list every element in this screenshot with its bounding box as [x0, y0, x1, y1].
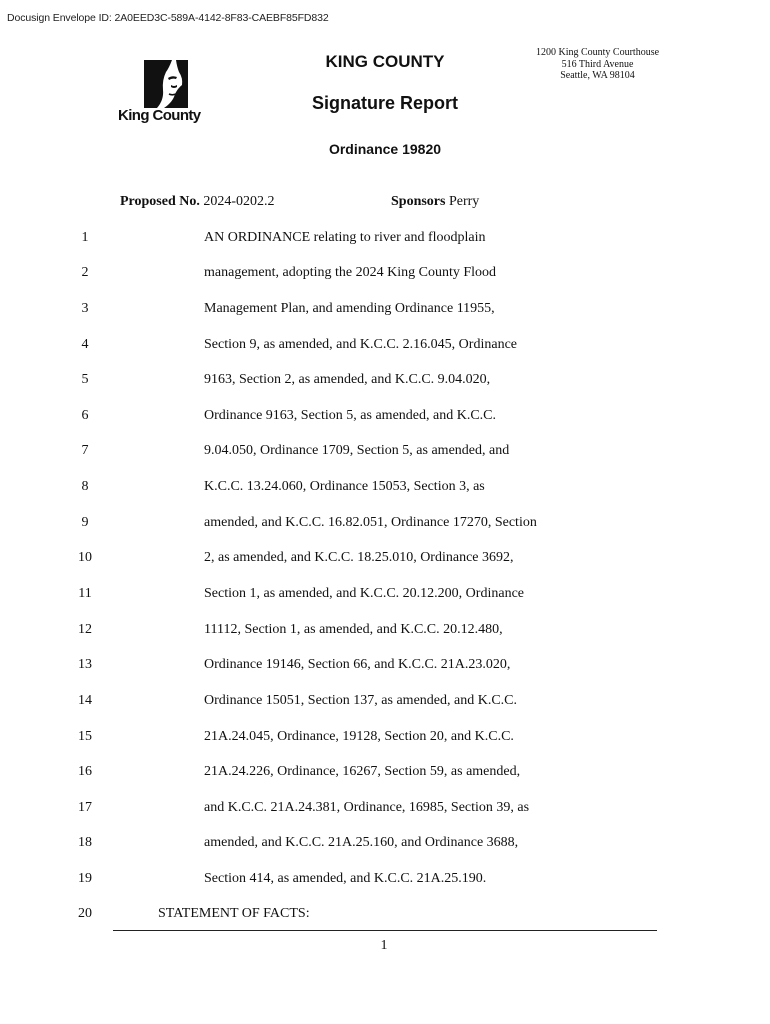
line-text: K.C.C. 13.24.060, Ordinance 15053, Section 3, as	[204, 479, 485, 494]
text-line	[0, 408, 770, 428]
line-number: 12	[78, 622, 92, 637]
address-block	[500, 47, 695, 82]
king-county-logo	[118, 58, 214, 126]
line-text: 2, as amended, and K.C.C. 18.25.010, Ordinance 3692,	[204, 550, 514, 565]
report-title: Signature Report	[311, 93, 458, 113]
line-number: 7	[81, 443, 89, 458]
line-text: 9.04.050, Ordinance 1709, Section 5, as amended, and	[204, 443, 510, 458]
logo-text: King County	[118, 107, 201, 124]
text-line	[0, 479, 770, 499]
line-text: Section 9, as amended, and K.C.C. 2.16.045, Ordinance	[204, 337, 517, 352]
line-number: 14	[78, 693, 92, 708]
line-number: 4	[81, 337, 89, 352]
organization-title: KING COUNTY	[325, 52, 445, 71]
line-number: 5	[81, 372, 89, 387]
text-line	[0, 337, 770, 357]
line-number: 13	[78, 657, 92, 672]
line-number: 20	[78, 906, 92, 921]
line-number: 6	[81, 408, 89, 423]
line-number: 3	[81, 301, 89, 316]
line-text: 21A.24.226, Ordinance, 16267, Section 59, as amended,	[204, 764, 521, 779]
line-number: 8	[81, 479, 89, 494]
text-line	[0, 800, 770, 820]
line-text: amended, and K.C.C. 21A.25.160, and Ordinance 3688,	[204, 835, 519, 850]
text-line	[0, 586, 770, 606]
line-text: 9163, Section 2, as amended, and K.C.C. 9.04.020,	[204, 372, 491, 387]
sponsors-label: Sponsors	[391, 194, 446, 209]
line-text: AN ORDINANCE relating to river and floodplain	[204, 230, 486, 245]
line-number: 19	[78, 871, 92, 886]
line-text: Ordinance 9163, Section 5, as amended, and K.C.C.	[204, 408, 496, 423]
proposed-value: 2024-0202.2	[203, 194, 275, 209]
line-text: 11112, Section 1, as amended, and K.C.C. 20.12.480,	[204, 622, 503, 637]
section-heading: STATEMENT OF FACTS:	[158, 906, 310, 921]
line-number: 17	[78, 800, 92, 815]
line-number: 1	[81, 230, 89, 245]
line-text: management, adopting the 2024 King County Flood	[204, 265, 497, 280]
text-line	[0, 230, 770, 250]
ordinance-title: Ordinance 19820	[328, 141, 442, 157]
text-line	[0, 443, 770, 463]
line-number: 18	[78, 835, 92, 850]
envelope-id: Docusign Envelope ID: 2A0EED3C-589A-4142-8F83-CAEBF85FD832	[7, 12, 329, 24]
address-line: Seattle, WA 98104	[560, 70, 635, 81]
text-line	[0, 764, 770, 784]
text-line	[0, 372, 770, 392]
line-text: and K.C.C. 21A.24.381, Ordinance, 16985, Section 39, as	[204, 800, 530, 815]
line-number: 2	[81, 265, 89, 280]
footer-divider	[113, 930, 657, 931]
line-text: Ordinance 19146, Section 66, and K.C.C. 21A.23.020,	[204, 657, 511, 672]
line-text: Ordinance 15051, Section 137, as amended, and K.C.C.	[204, 693, 517, 708]
text-line	[0, 550, 770, 570]
line-number: 11	[78, 586, 92, 601]
text-line	[0, 301, 770, 321]
line-text: Section 414, as amended, and K.C.C. 21A.25.190.	[204, 871, 487, 886]
sponsors	[391, 194, 479, 210]
line-number: 15	[78, 729, 92, 744]
line-text: Section 1, as amended, and K.C.C. 20.12.200, Ordinance	[204, 586, 524, 601]
text-line	[0, 729, 770, 749]
text-line	[0, 622, 770, 642]
text-line	[0, 835, 770, 855]
text-line	[0, 693, 770, 713]
line-number: 10	[78, 550, 92, 565]
proposed-number	[120, 194, 275, 210]
line-text: Management Plan, and amending Ordinance 11955,	[204, 301, 495, 316]
page-number: 1	[380, 938, 388, 953]
address-line: 516 Third Avenue	[561, 58, 634, 70]
text-line	[0, 515, 770, 535]
proposed-label: Proposed No.	[120, 194, 200, 209]
line-text: amended, and K.C.C. 16.82.051, Ordinance 17270, Section	[204, 515, 537, 530]
line-text: 21A.24.045, Ordinance, 19128, Section 20, and K.C.C.	[204, 729, 514, 744]
mlk-portrait-icon	[142, 58, 190, 108]
line-number: 16	[78, 764, 92, 779]
line-number: 9	[81, 515, 89, 530]
text-line	[0, 657, 770, 677]
text-line	[0, 871, 770, 891]
text-line	[0, 265, 770, 285]
address-line: 1200 King County Courthouse	[535, 47, 660, 58]
text-line	[0, 906, 770, 926]
sponsors-value: Perry	[448, 194, 480, 209]
